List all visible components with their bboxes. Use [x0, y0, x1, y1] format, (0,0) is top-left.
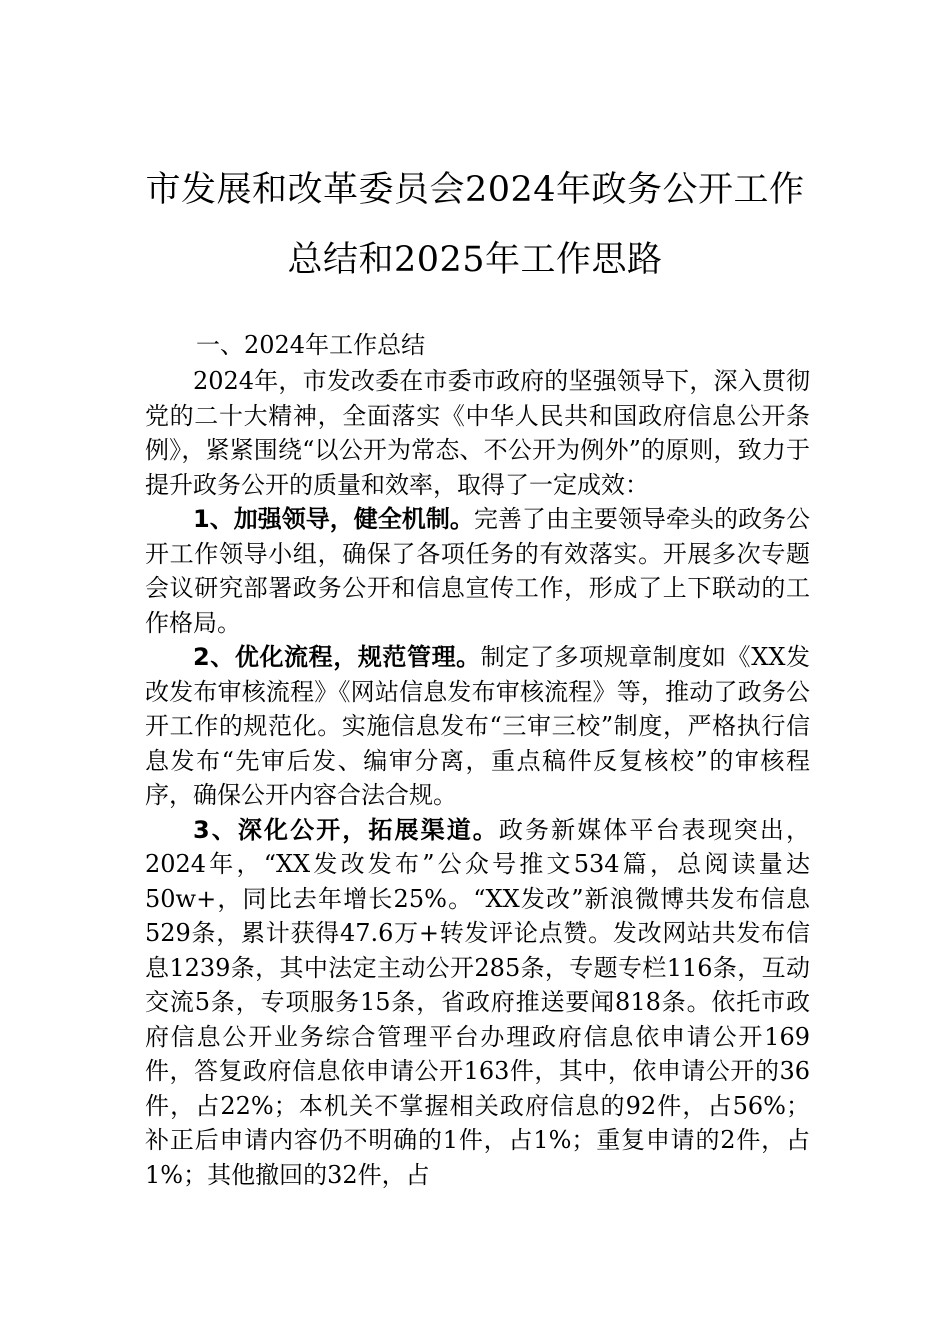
paragraph-text: 政务新媒体平台表现突出，2024年，“XX发改发布”公众号推文534篇，总阅读量达50w+，同比去年增长25%。“XX发改”新浪微博共发布信息529条，累计获得47.6万+转发评论点赞。发改网站共发布信息1239条，其中法定主动公开285条，专题专栏116条，互动交流5条，专项服务15条，省政府推送要闻818条。依托市政府信息公开业务综合管理平台办理政府信息依申请公开169件，答复政府信息依申请公开163件，其中，依申请公开的36件，占22%；本机关不掌握相关政府信息的92件，占56%；补正后申请内容仍不明确的1件，占1%；重复申请的2件，占1%；其他撤回的32件，占 [145, 815, 811, 1189]
document-body [145, 364, 810, 1192]
paragraph-lead: 1、加强领导，健全机制。 [193, 505, 474, 533]
paragraph-lead: 2、优化流程，规范管理。 [193, 643, 481, 671]
paragraph-text: 制定了多项规章制度如《XX发改发布审核流程》《网站信息发布审核流程》等，推动了政务公开工作的规范化。实施信息发布“三审三校”制度，严格执行信息发布“先审后发、编审分离，重点稿件反复核校”的审核程序，确保公开内容合法合规。 [145, 643, 810, 809]
paragraph-lead: 3、深化公开，拓展渠道。 [193, 815, 499, 844]
document-title-line-2: 总结和2025年工作思路 [287, 240, 663, 280]
paragraph-text: 完善了由主要领导牵头的政务公开工作领导小组，确保了各项任务的有效落实。开展多次专题会议研究部署政务公开和信息宣传工作，形成了上下联动的工作格局。 [145, 505, 810, 637]
intro-paragraph: 2024年，市发改委在市委市政府的坚强领导下，深入贯彻党的二十大精神，全面落实《中华人民共和国政府信息公开条例》，紧紧围绕“以公开为常态、不公开为例外”的原则，致力于提升政务公开的质量和效率，取得了一定成效： [145, 367, 810, 499]
section-heading: 一、2024年工作总结 [196, 331, 426, 359]
document-title-line-1: 市发展和改革委员会2024年政务公开工作 [145, 170, 805, 210]
paragraph-item-3 [145, 813, 810, 1193]
paragraph-item-2 [145, 640, 810, 813]
paragraph-item-1 [145, 502, 810, 640]
